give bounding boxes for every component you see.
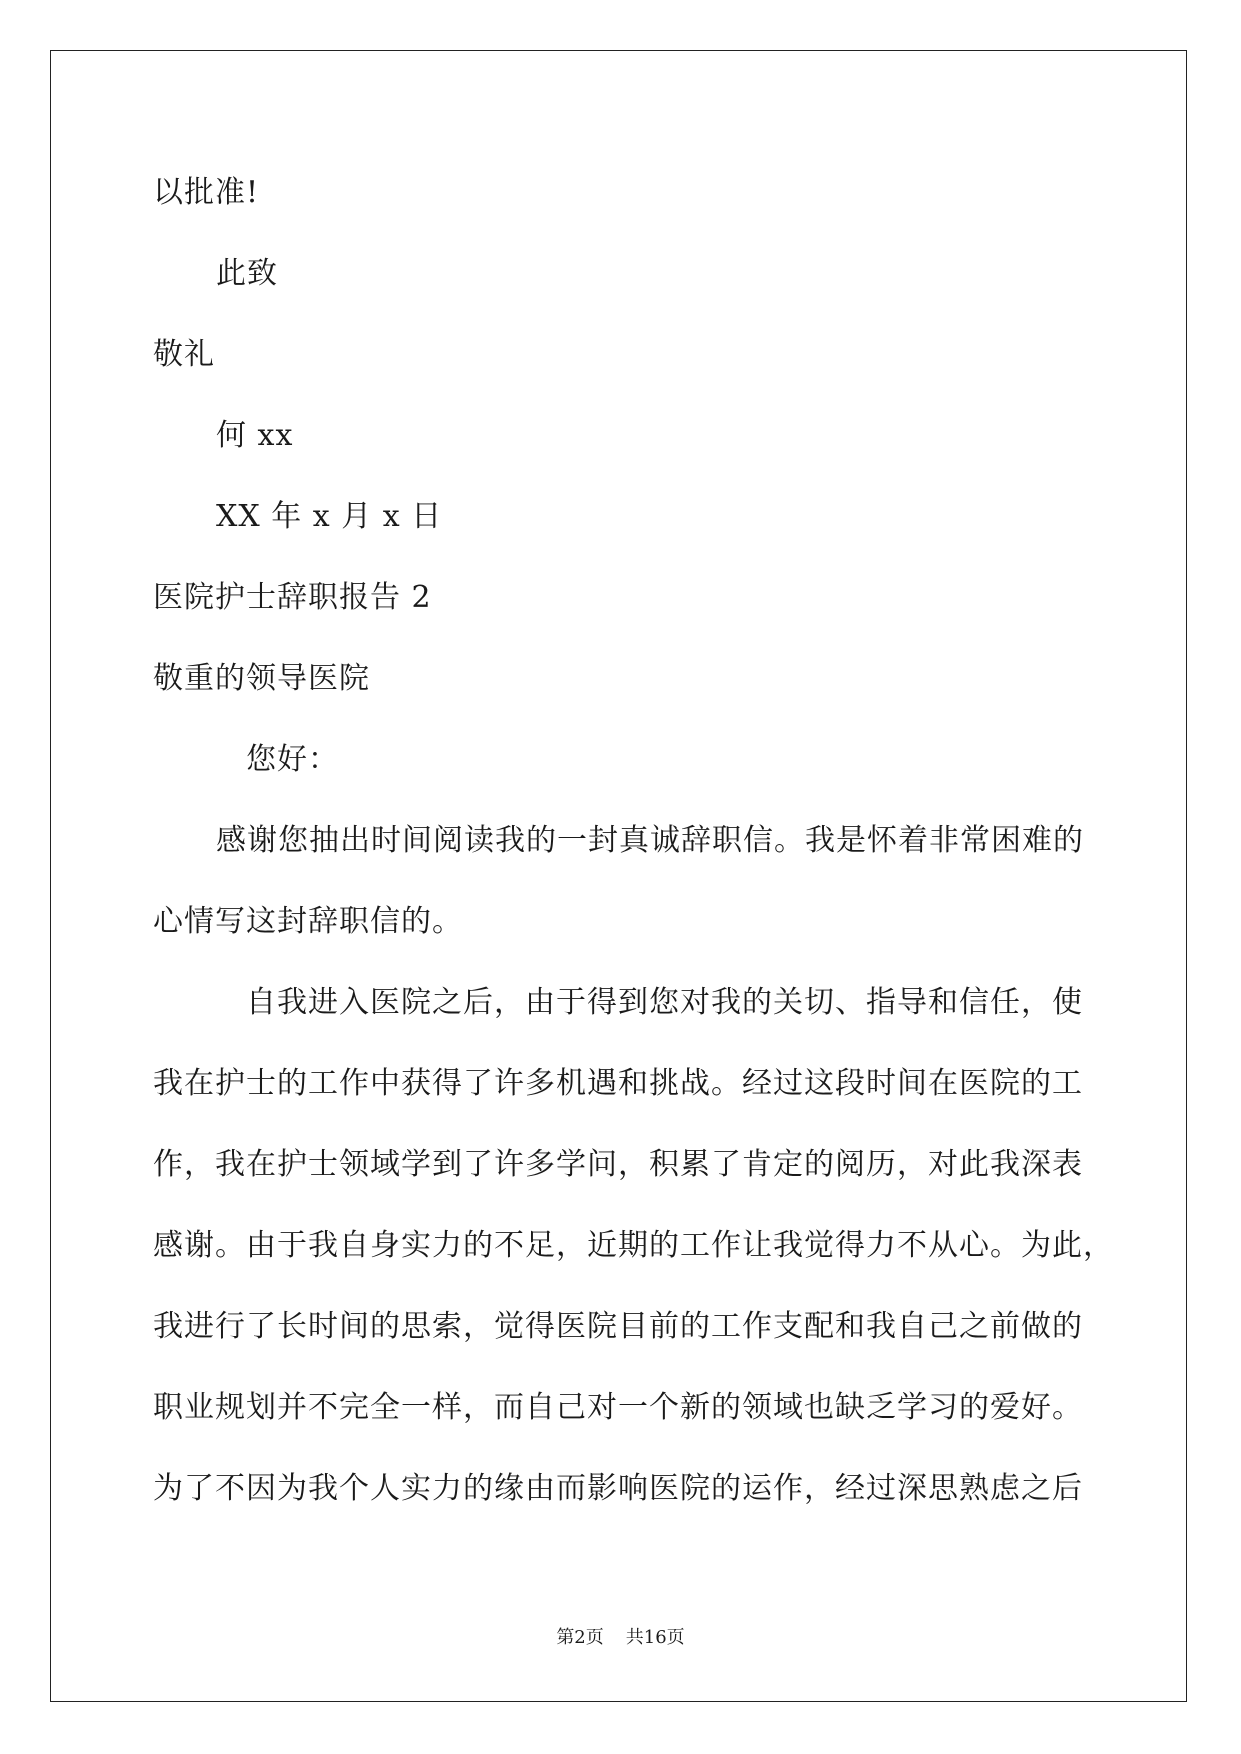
letter-greeting: 您好：	[246, 742, 339, 777]
paragraph-line: 作，我在护士领域学到了许多学问，积累了肯定的阅历，对此我深表	[153, 1147, 1083, 1182]
paragraph-line: 自我进入医院之后，由于得到您对我的关切、指导和信任，使	[246, 985, 1083, 1020]
letter-addressee: 敬重的领导医院	[153, 661, 370, 696]
document-body	[153, 152, 1133, 1529]
current-page-label: 第2页	[556, 1627, 604, 1648]
signature-name: 何 xx	[216, 418, 294, 453]
paragraph-line: 我进行了长时间的思索，觉得医院目前的工作支配和我自己之前做的	[153, 1309, 1083, 1344]
total-pages-label: 共16页	[625, 1627, 685, 1648]
page-footer	[0, 1624, 1241, 1652]
signature-date: XX 年 x 月 x 日	[216, 499, 443, 534]
paragraph-line: 感谢您抽出时间阅读我的一封真诚辞职信。我是怀着非常困难的	[216, 823, 1084, 858]
paragraph-line: 心情写这封辞职信的。	[153, 904, 463, 939]
paragraph-line: 感谢。由于我自身实力的不足，近期的工作让我觉得力不从心。为此，	[153, 1228, 1114, 1263]
closing-approval-line: 以批准!	[153, 175, 260, 210]
salutation-cizhi: 此致	[216, 256, 278, 291]
paragraph-line: 我在护士的工作中获得了许多机遇和挑战。经过这段时间在医院的工	[153, 1066, 1083, 1101]
salutation-jingli: 敬礼	[153, 337, 215, 372]
paragraph-line: 职业规划并不完全一样，而自己对一个新的领域也缺乏学习的爱好。	[153, 1390, 1083, 1425]
section-title: 医院护士辞职报告 2	[153, 580, 432, 615]
paragraph-line: 为了不因为我个人实力的缘由而影响医院的运作，经过深思熟虑之后	[153, 1471, 1083, 1506]
